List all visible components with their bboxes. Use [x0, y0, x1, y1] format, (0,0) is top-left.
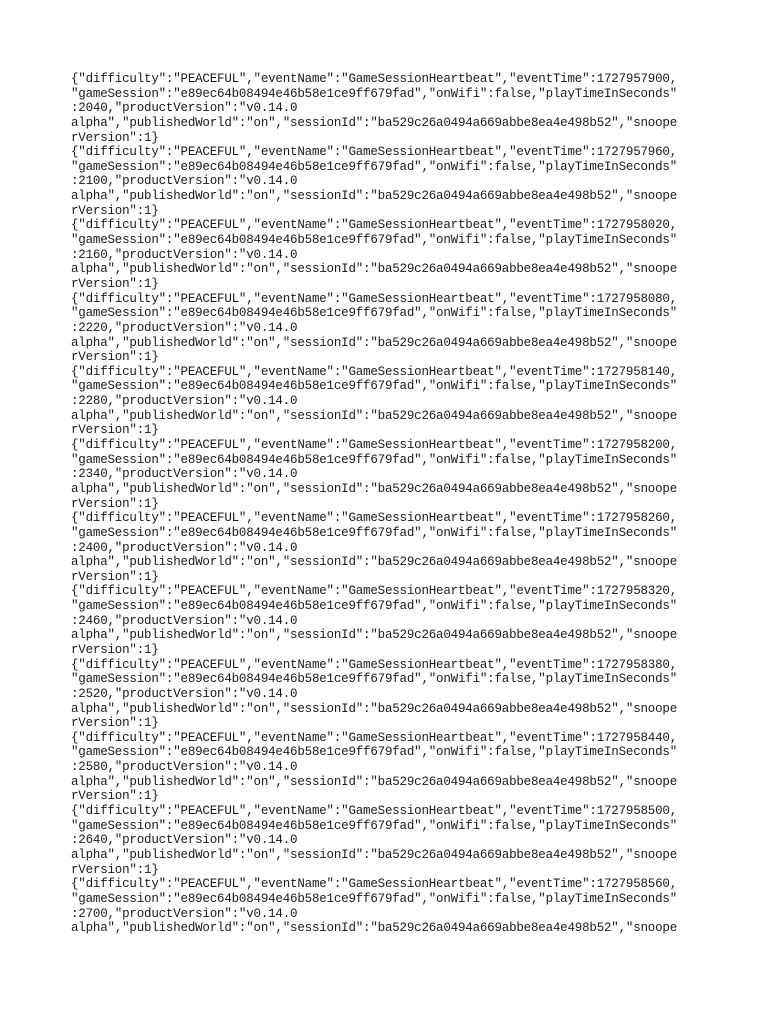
text-line: :2580,"productVersion":"v0.14.0: [71, 760, 298, 775]
text-line: :2100,"productVersion":"v0.14.0: [71, 174, 298, 189]
text-line: "gameSession":"e89ec64b08494e46b58e1ce9ff679fad","onWifi":false,"playTimeInSeconds": [71, 745, 678, 760]
text-line: alpha","publishedWorld":"on","sessionId":"ba529c26a0494a669abbe8ea4e498b52","snoope: [71, 774, 678, 789]
text-line: rVersion":1}: [71, 423, 159, 438]
text-line: rVersion":1}: [71, 716, 159, 731]
text-line: "gameSession":"e89ec64b08494e46b58e1ce9ff679fad","onWifi":false,"playTimeInSeconds": [71, 159, 678, 174]
text-line: {"difficulty":"PEACEFUL","eventName":"GameSessionHeartbeat","eventTime":1727958200,: [71, 438, 678, 453]
text-line: rVersion":1}: [71, 203, 159, 218]
text-line: {"difficulty":"PEACEFUL","eventName":"GameSessionHeartbeat","eventTime":1727958020,: [71, 218, 678, 233]
text-line: alpha","publishedWorld":"on","sessionId":"ba529c26a0494a669abbe8ea4e498b52","snoope: [71, 189, 678, 204]
text-line: alpha","publishedWorld":"on","sessionId":"ba529c26a0494a669abbe8ea4e498b52","snoope: [71, 335, 678, 350]
text-line: "gameSession":"e89ec64b08494e46b58e1ce9ff679fad","onWifi":false,"playTimeInSeconds": [71, 379, 678, 394]
text-line: "gameSession":"e89ec64b08494e46b58e1ce9ff679fad","onWifi":false,"playTimeInSeconds": [71, 306, 678, 321]
text-line: :2040,"productVersion":"v0.14.0: [71, 101, 298, 116]
text-line: :2160,"productVersion":"v0.14.0: [71, 247, 298, 262]
text-line: rVersion":1}: [71, 130, 159, 145]
text-line: rVersion":1}: [71, 496, 159, 511]
text-line: "gameSession":"e89ec64b08494e46b58e1ce9ff679fad","onWifi":false,"playTimeInSeconds": [71, 233, 678, 248]
text-line: alpha","publishedWorld":"on","sessionId":"ba529c26a0494a669abbe8ea4e498b52","snoope: [71, 115, 678, 130]
text-line: rVersion":1}: [71, 350, 159, 365]
text-line: {"difficulty":"PEACEFUL","eventName":"GameSessionHeartbeat","eventTime":1727958260,: [71, 511, 678, 526]
text-line: "gameSession":"e89ec64b08494e46b58e1ce9ff679fad","onWifi":false,"playTimeInSeconds": [71, 452, 678, 467]
text-line: :2280,"productVersion":"v0.14.0: [71, 394, 298, 409]
text-line: alpha","publishedWorld":"on","sessionId":"ba529c26a0494a669abbe8ea4e498b52","snoope: [71, 628, 678, 643]
text-line: "gameSession":"e89ec64b08494e46b58e1ce9ff679fad","onWifi":false,"playTimeInSeconds": [71, 86, 678, 101]
text-line: :2700,"productVersion":"v0.14.0: [71, 906, 298, 921]
text-line: {"difficulty":"PEACEFUL","eventName":"GameSessionHeartbeat","eventTime":1727958320,: [71, 584, 678, 599]
text-line: :2220,"productVersion":"v0.14.0: [71, 320, 298, 335]
text-line: :2460,"productVersion":"v0.14.0: [71, 613, 298, 628]
text-line: rVersion":1}: [71, 789, 159, 804]
text-line: "gameSession":"e89ec64b08494e46b58e1ce9ff679fad","onWifi":false,"playTimeInSeconds": [71, 891, 678, 906]
text-line: alpha","publishedWorld":"on","sessionId":"ba529c26a0494a669abbe8ea4e498b52","snoope: [71, 555, 678, 570]
text-line: rVersion":1}: [71, 569, 159, 584]
text-line: {"difficulty":"PEACEFUL","eventName":"GameSessionHeartbeat","eventTime":1727958380,: [71, 657, 678, 672]
text-line: alpha","publishedWorld":"on","sessionId":"ba529c26a0494a669abbe8ea4e498b52","snoope: [71, 408, 678, 423]
text-line: "gameSession":"e89ec64b08494e46b58e1ce9ff679fad","onWifi":false,"playTimeInSeconds": [71, 525, 678, 540]
text-line: :2340,"productVersion":"v0.14.0: [71, 467, 298, 482]
text-line: rVersion":1}: [71, 642, 159, 657]
text-line: {"difficulty":"PEACEFUL","eventName":"GameSessionHeartbeat","eventTime":1727958560,: [71, 877, 678, 892]
text-line: :2400,"productVersion":"v0.14.0: [71, 540, 298, 555]
text-line: "gameSession":"e89ec64b08494e46b58e1ce9ff679fad","onWifi":false,"playTimeInSeconds": [71, 672, 678, 687]
text-line: "gameSession":"e89ec64b08494e46b58e1ce9ff679fad","onWifi":false,"playTimeInSeconds": [71, 599, 678, 614]
text-line: rVersion":1}: [71, 862, 159, 877]
text-line: {"difficulty":"PEACEFUL","eventName":"GameSessionHeartbeat","eventTime":1727958080,: [71, 291, 678, 306]
text-line: rVersion":1}: [71, 276, 159, 291]
text-line: {"difficulty":"PEACEFUL","eventName":"GameSessionHeartbeat","eventTime":1727957900,: [71, 72, 678, 86]
text-line: alpha","publishedWorld":"on","sessionId":"ba529c26a0494a669abbe8ea4e498b52","snoope: [71, 921, 678, 936]
text-line: alpha","publishedWorld":"on","sessionId":"ba529c26a0494a669abbe8ea4e498b52","snoope: [71, 701, 678, 716]
text-line: :2520,"productVersion":"v0.14.0: [71, 686, 298, 701]
text-line: {"difficulty":"PEACEFUL","eventName":"GameSessionHeartbeat","eventTime":1727958440,: [71, 730, 678, 745]
text-line: alpha","publishedWorld":"on","sessionId":"ba529c26a0494a669abbe8ea4e498b52","snoope: [71, 847, 678, 862]
text-line: "gameSession":"e89ec64b08494e46b58e1ce9ff679fad","onWifi":false,"playTimeInSeconds": [71, 818, 678, 833]
document-page: [71, 72, 711, 936]
text-line: {"difficulty":"PEACEFUL","eventName":"GameSessionHeartbeat","eventTime":1727957960,: [71, 145, 678, 160]
text-line: alpha","publishedWorld":"on","sessionId":"ba529c26a0494a669abbe8ea4e498b52","snoope: [71, 262, 678, 277]
text-line: alpha","publishedWorld":"on","sessionId":"ba529c26a0494a669abbe8ea4e498b52","snoope: [71, 481, 678, 496]
text-line: {"difficulty":"PEACEFUL","eventName":"GameSessionHeartbeat","eventTime":1727958140,: [71, 364, 678, 379]
text-line: :2640,"productVersion":"v0.14.0: [71, 833, 298, 848]
text-line: {"difficulty":"PEACEFUL","eventName":"GameSessionHeartbeat","eventTime":1727958500,: [71, 804, 678, 819]
